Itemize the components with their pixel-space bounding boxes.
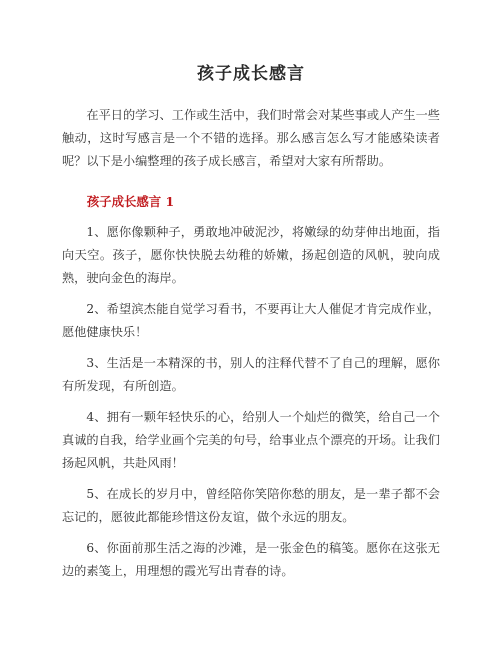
paragraph-1: 1、愿你像颗种子，勇敢地冲破泥沙，将嫩绿的幼芽伸出地面，指向天空。孩子，愿你快快脱去幼稚的娇嫩，扬起创造的风帆，驶向成熟，驶向金色的海岸。: [62, 225, 440, 285]
document-title: 孩子成长感言: [197, 64, 305, 84]
paragraph-4: 4、拥有一颗年轻快乐的心，给别人一个灿烂的微笑，给自己一个真诚的自我，给学业画个完美的句号，给事业点个漂亮的开场。让我们扬起风帆，共赴风雨！: [62, 410, 440, 470]
paragraph-3: 3、生活是一本精深的书，别人的注释代替不了自己的理解，愿你有所发现，有所创造。: [62, 356, 440, 393]
paragraph-2: 2、希望滨杰能自觉学习看书，不要再让大人催促才肯完成作业，愿他健康快乐！: [62, 302, 440, 339]
section-heading: 孩子成长感言 1: [86, 194, 175, 209]
intro-paragraph: 在平日的学习、工作或生活中，我们时常会对某些事或人产生一些触动，这时写感言是一个不错的选择。那么感言怎么写才能感染读者呢？以下是小编整理的孩子成长感言，希望对大家有所帮助。: [62, 108, 440, 168]
paragraph-5: 5、在成长的岁月中，曾经陪你笑陪你愁的朋友，是一辈子都不会忘记的，愿彼此都能珍惜这份友谊，做个永远的朋友。: [62, 487, 440, 524]
paragraph-6: 6、你面前那生活之海的沙滩，是一张金色的稿笺。愿你在这张无边的素笺上，用理想的霞光写出青春的诗。: [62, 541, 440, 578]
